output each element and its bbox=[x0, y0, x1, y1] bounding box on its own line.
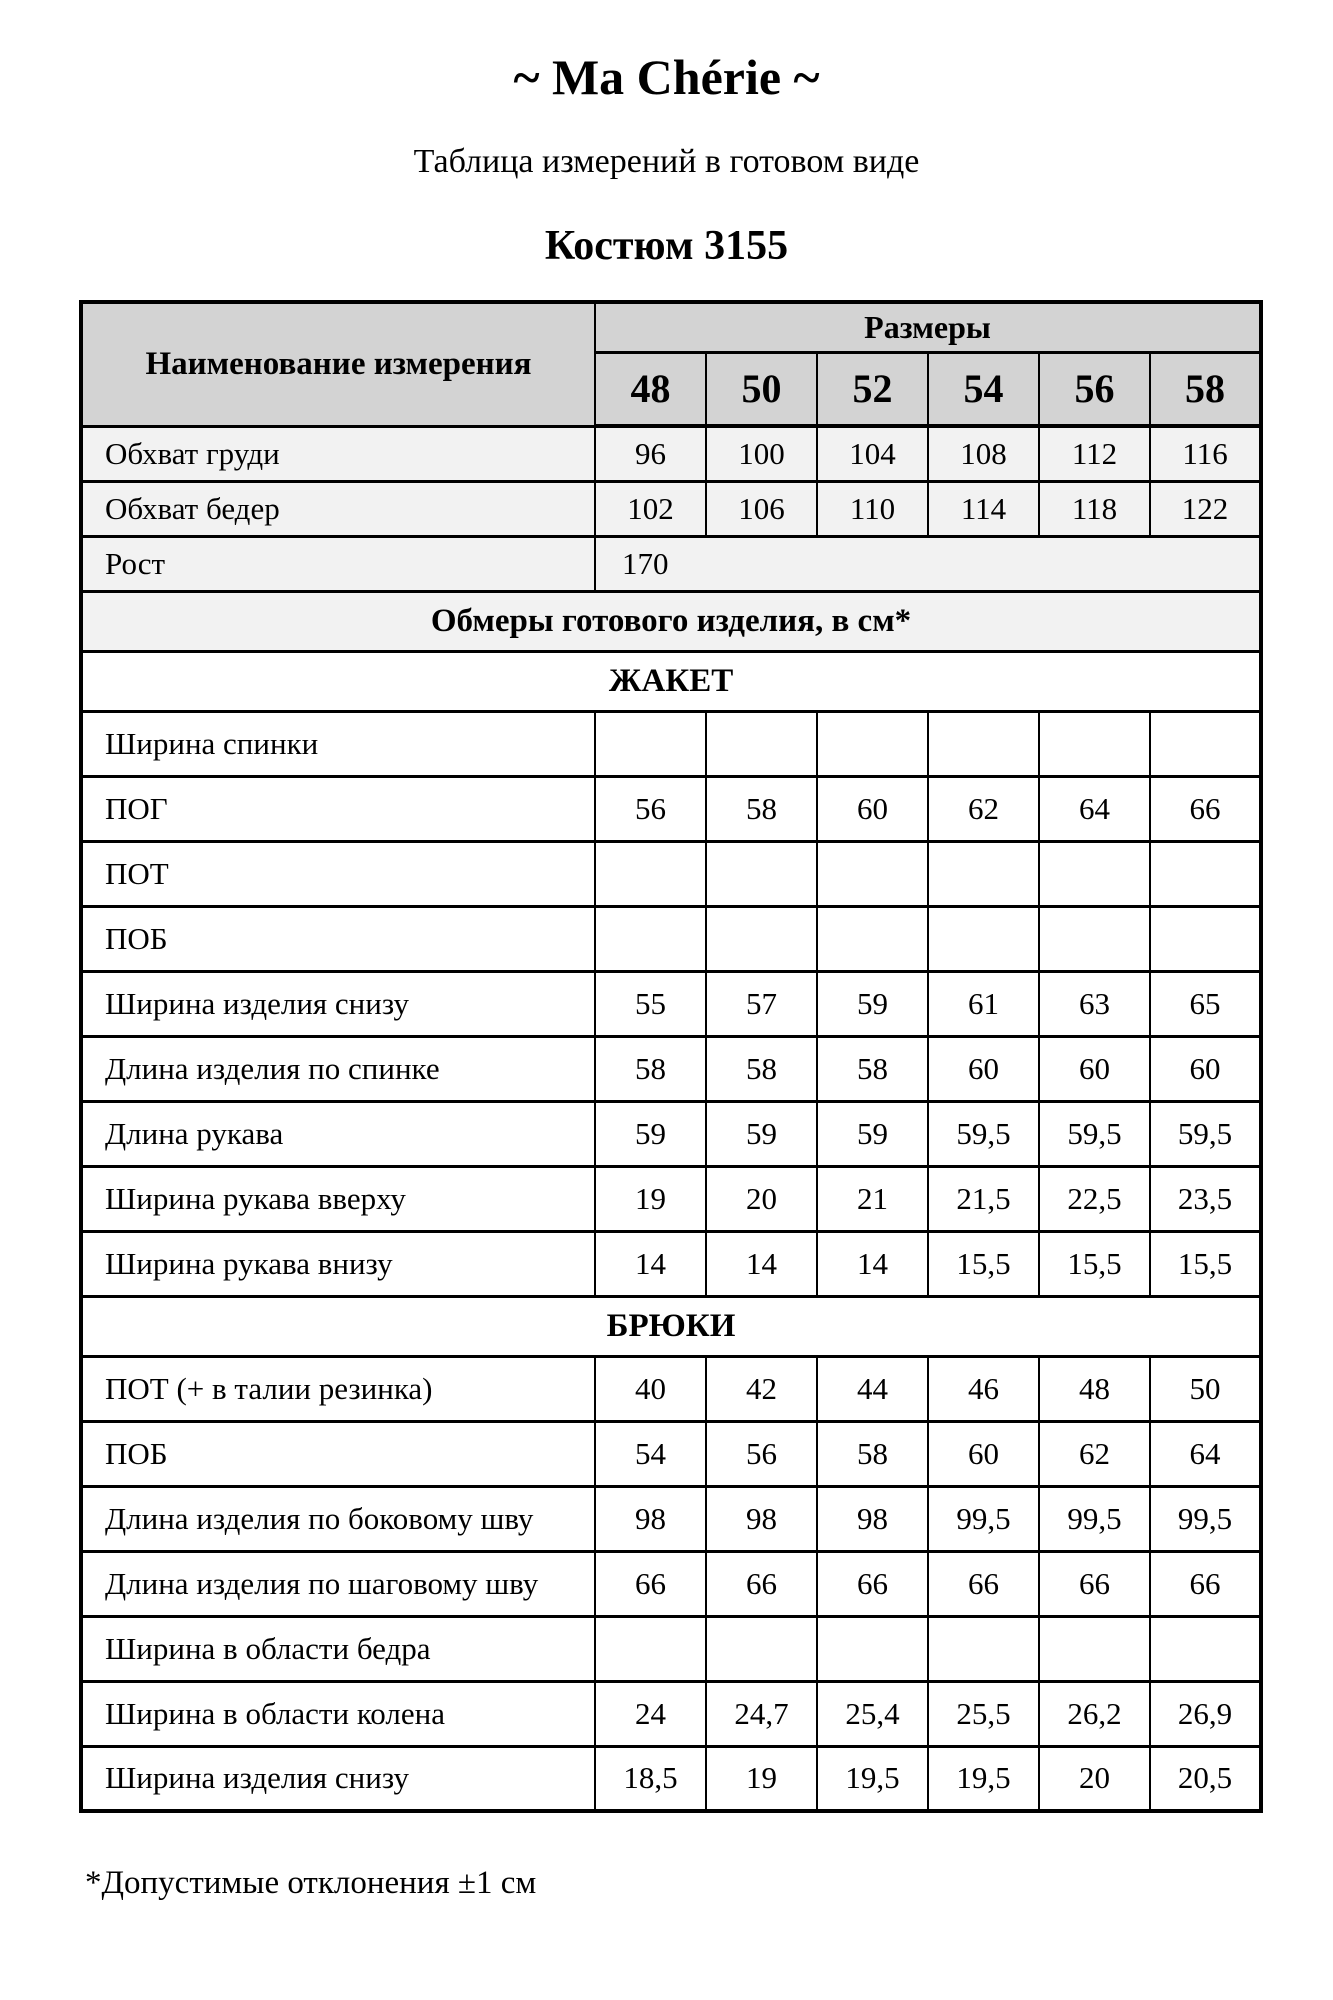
measurement-value bbox=[595, 906, 706, 971]
measurement-value bbox=[706, 841, 817, 906]
measurement-value bbox=[928, 906, 1039, 971]
measurement-label: Рост bbox=[81, 536, 595, 591]
measurement-value: 108 bbox=[928, 426, 1039, 481]
measurement-value: 99,5 bbox=[1150, 1486, 1261, 1551]
measurement-row bbox=[81, 1421, 1261, 1486]
measurement-value bbox=[595, 841, 706, 906]
measurement-row bbox=[81, 841, 1261, 906]
measurement-value: 98 bbox=[595, 1486, 706, 1551]
measurement-value: 24 bbox=[595, 1681, 706, 1746]
measurement-value: 66 bbox=[1150, 1551, 1261, 1616]
measurement-value: 112 bbox=[1039, 426, 1150, 481]
measurement-row bbox=[81, 1746, 1261, 1811]
measurement-value bbox=[595, 1616, 706, 1681]
measurement-value bbox=[817, 1616, 928, 1681]
name-column-header: Наименование измерения bbox=[81, 302, 595, 426]
measurement-value: 62 bbox=[1039, 1421, 1150, 1486]
measurement-label: Обхват бедер bbox=[81, 481, 595, 536]
measurement-row bbox=[81, 1681, 1261, 1746]
measurement-value: 60 bbox=[928, 1036, 1039, 1101]
measurement-label: Ширина в области колена bbox=[81, 1681, 595, 1746]
measurement-value bbox=[928, 841, 1039, 906]
measurement-row bbox=[81, 481, 1261, 536]
measurement-row bbox=[81, 1101, 1261, 1166]
measurement-value bbox=[706, 906, 817, 971]
measurement-value: 106 bbox=[706, 481, 817, 536]
measurement-value: 18,5 bbox=[595, 1746, 706, 1811]
measurement-value: 56 bbox=[706, 1421, 817, 1486]
measurement-value: 58 bbox=[595, 1036, 706, 1101]
product-title: Костюм 3155 bbox=[544, 223, 789, 269]
measurement-value bbox=[706, 711, 817, 776]
size-column-header: 48 bbox=[595, 352, 706, 426]
measurement-value: 66 bbox=[1150, 776, 1261, 841]
measurement-value: 63 bbox=[1039, 971, 1150, 1036]
measurement-value: 14 bbox=[817, 1231, 928, 1296]
measurement-value bbox=[1150, 711, 1261, 776]
measurement-value: 20 bbox=[706, 1166, 817, 1231]
measurement-value: 58 bbox=[706, 776, 817, 841]
measurement-row bbox=[81, 776, 1261, 841]
measurement-value: 54 bbox=[595, 1421, 706, 1486]
measurement-value bbox=[928, 711, 1039, 776]
measurement-value: 60 bbox=[928, 1421, 1039, 1486]
measurement-value: 40 bbox=[595, 1356, 706, 1421]
measurement-value: 59 bbox=[817, 971, 928, 1036]
measurement-value bbox=[1150, 906, 1261, 971]
measurement-value: 22,5 bbox=[1039, 1166, 1150, 1231]
measurement-value: 15,5 bbox=[1039, 1231, 1150, 1296]
measurement-row bbox=[81, 971, 1261, 1036]
sizes-group-header: Размеры bbox=[595, 302, 1261, 352]
measurement-value: 66 bbox=[817, 1551, 928, 1616]
section-title: ЖАКЕТ bbox=[81, 651, 1261, 711]
measurement-value: 60 bbox=[1150, 1036, 1261, 1101]
measurement-value: 19 bbox=[595, 1166, 706, 1231]
measurement-value: 99,5 bbox=[1039, 1486, 1150, 1551]
measurement-value: 44 bbox=[817, 1356, 928, 1421]
measurement-label: Ширина спинки bbox=[81, 711, 595, 776]
measurement-value: 116 bbox=[1150, 426, 1261, 481]
measurement-label: Ширина рукава вверху bbox=[81, 1166, 595, 1231]
measurement-row bbox=[81, 1551, 1261, 1616]
measurement-label: ПОБ bbox=[81, 1421, 595, 1486]
measurement-row bbox=[81, 426, 1261, 481]
measurement-value: 99,5 bbox=[928, 1486, 1039, 1551]
measurement-value: 66 bbox=[595, 1551, 706, 1616]
measurement-value: 104 bbox=[817, 426, 928, 481]
measurement-value: 59,5 bbox=[928, 1101, 1039, 1166]
measurement-row bbox=[81, 1231, 1261, 1296]
measurement-value: 60 bbox=[817, 776, 928, 841]
measurement-value: 25,4 bbox=[817, 1681, 928, 1746]
measurement-value: 66 bbox=[1039, 1551, 1150, 1616]
measurement-value: 20,5 bbox=[1150, 1746, 1261, 1811]
measurement-label: Ширина изделия снизу bbox=[81, 971, 595, 1036]
measurement-row bbox=[81, 1616, 1261, 1681]
measurement-value: 64 bbox=[1150, 1421, 1261, 1486]
measurements-table bbox=[79, 300, 1263, 1813]
measurement-value: 98 bbox=[817, 1486, 928, 1551]
measurement-value: 64 bbox=[1039, 776, 1150, 841]
measurement-value: 48 bbox=[1039, 1356, 1150, 1421]
measurement-label: ПОТ (+ в талии резинка) bbox=[81, 1356, 595, 1421]
measurement-label: Длина изделия по боковому шву bbox=[81, 1486, 595, 1551]
measurement-value: 20 bbox=[1039, 1746, 1150, 1811]
measurement-value: 19 bbox=[706, 1746, 817, 1811]
section-title: БРЮКИ bbox=[81, 1296, 1261, 1356]
measurement-value: 59 bbox=[706, 1101, 817, 1166]
measurement-value: 60 bbox=[1039, 1036, 1150, 1101]
measurement-value: 110 bbox=[817, 481, 928, 536]
measurement-value: 19,5 bbox=[817, 1746, 928, 1811]
measurement-value: 21 bbox=[817, 1166, 928, 1231]
measurement-value: 59 bbox=[817, 1101, 928, 1166]
measurement-value: 65 bbox=[1150, 971, 1261, 1036]
measurement-value: 50 bbox=[1150, 1356, 1261, 1421]
measurement-value: 100 bbox=[706, 426, 817, 481]
measurement-value: 15,5 bbox=[928, 1231, 1039, 1296]
measurement-value: 58 bbox=[817, 1421, 928, 1486]
measurement-value bbox=[1039, 841, 1150, 906]
document-subtitle: Таблица измерений в готовом виде bbox=[413, 143, 920, 180]
measurement-value: 118 bbox=[1039, 481, 1150, 536]
measurement-value: 122 bbox=[1150, 481, 1261, 536]
measurement-label: ПОТ bbox=[81, 841, 595, 906]
measurement-value: 14 bbox=[706, 1231, 817, 1296]
measurement-value: 59 bbox=[595, 1101, 706, 1166]
brand-title: ~ Ma Chérie ~ bbox=[513, 49, 820, 105]
measurement-value: 66 bbox=[706, 1551, 817, 1616]
measurement-value: 56 bbox=[595, 776, 706, 841]
measurement-value bbox=[595, 711, 706, 776]
section-row bbox=[81, 591, 1261, 651]
measurement-value: 98 bbox=[706, 1486, 817, 1551]
measurement-value: 170 bbox=[595, 536, 1261, 591]
measurement-label: Длина изделия по спинке bbox=[81, 1036, 595, 1101]
measurement-row bbox=[81, 1166, 1261, 1231]
measurement-value: 114 bbox=[928, 481, 1039, 536]
measurement-value bbox=[1039, 906, 1150, 971]
size-column-header: 58 bbox=[1150, 352, 1261, 426]
measurement-value: 59,5 bbox=[1039, 1101, 1150, 1166]
measurement-value: 21,5 bbox=[928, 1166, 1039, 1231]
measurement-value bbox=[817, 906, 928, 971]
measurement-value: 19,5 bbox=[928, 1746, 1039, 1811]
measurement-value bbox=[817, 841, 928, 906]
measurement-value: 25,5 bbox=[928, 1681, 1039, 1746]
section-title: Обмеры готового изделия, в см* bbox=[81, 591, 1261, 651]
size-column-header: 50 bbox=[706, 352, 817, 426]
measurement-row bbox=[81, 711, 1261, 776]
measurement-label: Ширина изделия снизу bbox=[81, 1746, 595, 1811]
measurement-label: ПОГ bbox=[81, 776, 595, 841]
measurement-value: 61 bbox=[928, 971, 1039, 1036]
measurement-value: 58 bbox=[706, 1036, 817, 1101]
measurement-value bbox=[1150, 841, 1261, 906]
measurement-value: 62 bbox=[928, 776, 1039, 841]
section-row bbox=[81, 1296, 1261, 1356]
measurement-value: 66 bbox=[928, 1551, 1039, 1616]
measurement-value: 15,5 bbox=[1150, 1231, 1261, 1296]
measurement-label: ПОБ bbox=[81, 906, 595, 971]
measurement-label: Длина изделия по шаговому шву bbox=[81, 1551, 595, 1616]
header-row bbox=[81, 302, 1261, 352]
measurement-value: 14 bbox=[595, 1231, 706, 1296]
measurement-value: 46 bbox=[928, 1356, 1039, 1421]
measurement-label: Ширина в области бедра bbox=[81, 1616, 595, 1681]
measurement-row bbox=[81, 1486, 1261, 1551]
measurement-value bbox=[1150, 1616, 1261, 1681]
size-column-header: 54 bbox=[928, 352, 1039, 426]
measurement-value: 102 bbox=[595, 481, 706, 536]
measurement-value: 55 bbox=[595, 971, 706, 1036]
measurement-value: 23,5 bbox=[1150, 1166, 1261, 1231]
measurement-value bbox=[1039, 711, 1150, 776]
tolerance-footnote: *Допустимые отклонения ±1 см bbox=[85, 1865, 537, 1901]
measurement-value: 59,5 bbox=[1150, 1101, 1261, 1166]
measurement-value: 24,7 bbox=[706, 1681, 817, 1746]
section-row bbox=[81, 651, 1261, 711]
measurement-value: 58 bbox=[817, 1036, 928, 1101]
measurement-value: 96 bbox=[595, 426, 706, 481]
measurement-value: 26,9 bbox=[1150, 1681, 1261, 1746]
measurement-row bbox=[81, 536, 1261, 591]
measurement-value bbox=[928, 1616, 1039, 1681]
measurement-row bbox=[81, 906, 1261, 971]
table-body bbox=[81, 426, 1261, 1811]
measurement-row bbox=[81, 1036, 1261, 1101]
measurement-value bbox=[706, 1616, 817, 1681]
measurement-label: Ширина рукава внизу bbox=[81, 1231, 595, 1296]
measurement-row bbox=[81, 1356, 1261, 1421]
measurement-label: Длина рукава bbox=[81, 1101, 595, 1166]
size-column-header: 56 bbox=[1039, 352, 1150, 426]
measurement-value: 42 bbox=[706, 1356, 817, 1421]
measurement-value bbox=[817, 711, 928, 776]
measurement-value: 26,2 bbox=[1039, 1681, 1150, 1746]
size-column-header: 52 bbox=[817, 352, 928, 426]
measurement-value bbox=[1039, 1616, 1150, 1681]
measurement-value: 57 bbox=[706, 971, 817, 1036]
measurement-label: Обхват груди bbox=[81, 426, 595, 481]
